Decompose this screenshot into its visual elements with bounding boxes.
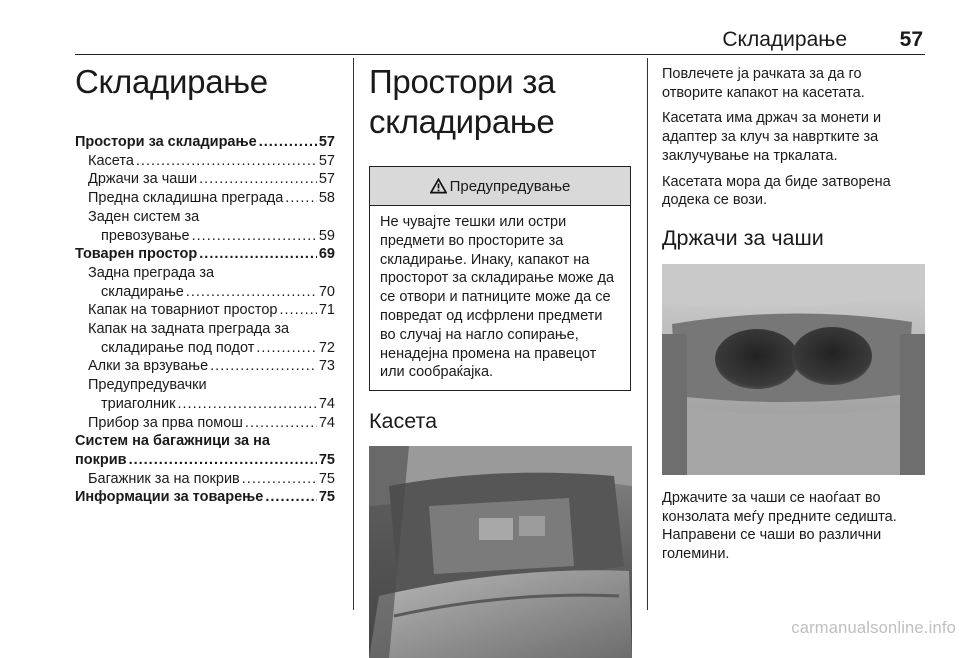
toc-entry-label: Држачи за чаши	[88, 171, 198, 188]
toc-entry-label: Алки за врзување	[88, 358, 209, 375]
toc-entry-label: Капак на товарниот простор	[88, 302, 278, 319]
toc-page-number: 73	[318, 358, 335, 375]
glovebox-title: Касета	[369, 409, 438, 434]
toc-entry[interactable]	[75, 301, 335, 320]
toc-entry-label: складирање под подот	[101, 339, 255, 356]
toc-leader-dots	[186, 283, 317, 302]
warning-title: Предупредување	[449, 177, 571, 195]
warning-triangle-icon	[430, 178, 447, 194]
toc-leader-dots	[210, 357, 317, 376]
watermark: carmanualsonline.info	[791, 619, 956, 637]
toc-leader-dots	[265, 488, 317, 507]
toc-page-number: 75	[318, 470, 335, 487]
toc-page-number: 74	[318, 414, 335, 431]
section-title	[369, 62, 632, 142]
toc-page-number: 57	[318, 171, 335, 188]
toc-leader-dots	[192, 227, 317, 246]
toc-leader-dots	[129, 451, 317, 470]
toc-page-number: 70	[318, 283, 335, 300]
table-of-contents	[75, 133, 335, 507]
toc-entry[interactable]	[75, 245, 335, 264]
column-divider	[647, 58, 648, 610]
toc-leader-dots	[178, 395, 317, 414]
toc-entry[interactable]	[75, 395, 335, 414]
toc-entry[interactable]	[75, 470, 335, 489]
toc-entry-line: Предупредувачки	[88, 377, 207, 394]
toc-leader-dots	[242, 470, 317, 489]
toc-page-number: 57	[318, 152, 335, 169]
toc-entry[interactable]	[75, 357, 335, 376]
cupholders-title: Држачи за чаши	[662, 225, 824, 250]
toc-entry-label: покрив	[75, 451, 127, 468]
toc-page-number: 75	[318, 451, 335, 468]
page-header	[75, 14, 925, 55]
header-title: Складирање	[722, 28, 847, 51]
toc-entry-label: Информации за товарење	[75, 489, 264, 506]
paragraph: Касетата мора да биде затворена додека се вози.	[662, 173, 891, 209]
toc-leader-dots	[199, 170, 317, 189]
toc-entry-line: Заден систем за	[88, 208, 200, 225]
toc-entry[interactable]	[75, 283, 335, 302]
toc-leader-dots	[256, 339, 316, 358]
toc-entry-label: Касета	[88, 152, 134, 169]
toc-entry-label: Багажник за на покрив	[88, 470, 240, 487]
toc-entry[interactable]	[75, 488, 335, 507]
toc-leader-dots	[279, 301, 316, 320]
section-title-line2: складирање	[369, 103, 555, 140]
chapter-title: Складирање	[75, 63, 268, 100]
cupholders-photo	[662, 264, 925, 475]
toc-leader-dots	[259, 133, 317, 152]
section-title-line1: Простори за	[369, 63, 556, 100]
toc-entry-label: Прибор за прва помош	[88, 414, 243, 431]
paragraph: Повлечете ја рачката за да го отворите капакот на касетата.	[662, 66, 865, 101]
page-number: 57	[899, 28, 923, 51]
toc-page-number: 75	[318, 489, 335, 506]
toc-entry[interactable]	[75, 414, 335, 433]
toc-entry[interactable]	[75, 189, 335, 208]
toc-entry-line: Капак на задната преграда за	[88, 321, 290, 338]
toc-page-number: 74	[318, 395, 335, 412]
paragraph: Касетата има држач за монети и адаптер за клуч за навртките за заклучување на тркалата.	[662, 110, 882, 164]
toc-page-number: 58	[318, 190, 335, 207]
toc-entry[interactable]	[75, 227, 335, 246]
toc-entry[interactable]	[75, 451, 335, 470]
toc-leader-dots	[245, 414, 317, 433]
toc-entry[interactable]	[75, 133, 335, 152]
toc-entry-label: триаголник	[101, 395, 176, 412]
toc-entry-line: Задна преграда за	[88, 264, 215, 281]
warning-box	[369, 166, 631, 391]
contents-column	[75, 58, 335, 507]
toc-entry[interactable]	[75, 339, 335, 358]
toc-page-number: 57	[318, 134, 335, 150]
toc-entry[interactable]	[75, 170, 335, 189]
toc-entry-line: Систем на багажници за на	[75, 433, 270, 450]
toc-entry-label: Товарен простор	[75, 246, 198, 263]
toc-entry-label: превозување	[101, 227, 190, 244]
toc-leader-dots	[136, 152, 317, 171]
toc-leader-dots	[285, 189, 317, 208]
paragraph: Држачите за чаши се наоѓаат во конзолата меѓу предните седишта. Направени се чаши во различни големини.	[662, 489, 897, 563]
toc-entry[interactable]	[75, 152, 335, 171]
toc-entry-label: складирање	[101, 283, 184, 300]
warning-header	[370, 167, 630, 206]
toc-page-number: 72	[318, 339, 335, 356]
toc-page-number: 71	[318, 302, 335, 319]
column-divider	[353, 58, 354, 610]
glovebox-photo	[369, 446, 632, 658]
toc-page-number: 69	[318, 246, 335, 263]
glovebox-text-column	[662, 58, 925, 571]
warning-text: Не чувајте тешки или остри предмети во просторите за складирање. Инаку, капакот на просторот за складирање може да се отвори и патниците може да се повредат од исфрлени предмети во случај на нагло сопирање, ненадејна промена на правецот или сообраќајка.	[380, 214, 615, 381]
toc-entry-label: Простори за складирање	[75, 134, 257, 150]
toc-leader-dots	[199, 245, 317, 264]
toc-entry-label: Предна складишна преграда	[88, 190, 284, 207]
storage-column	[369, 58, 632, 658]
toc-page-number: 59	[318, 227, 335, 244]
